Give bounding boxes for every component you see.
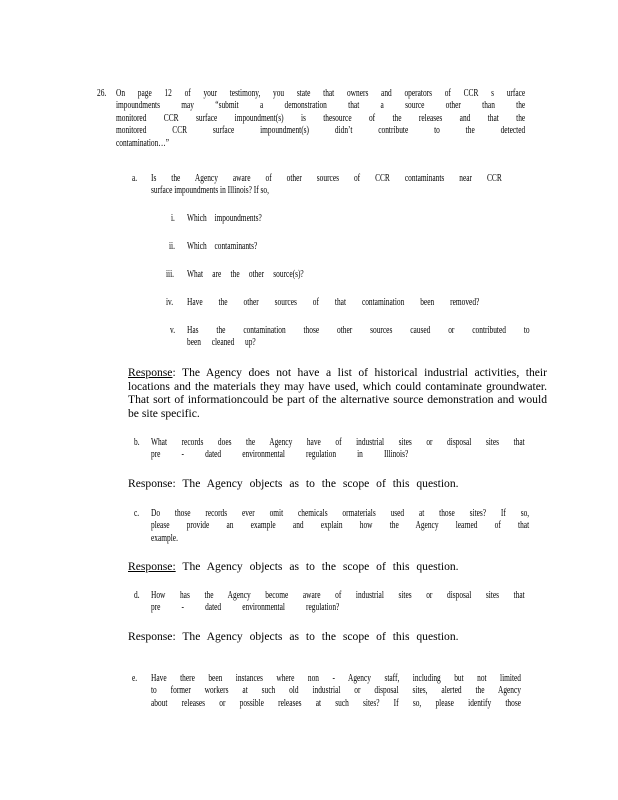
item-ii-label: ii. <box>169 241 175 252</box>
text-line: Which impoundments? <box>187 213 262 224</box>
text-line: Has the contamination those other sources caused or contributed to <box>187 325 530 336</box>
text-line: Have the other sources of that contamination been removed? <box>187 297 480 308</box>
item-iv-text <box>187 297 479 309</box>
text-line: Have there been instances where non - Agency staff, including but not limited <box>151 673 521 684</box>
text-line: impoundments may “submit a demonstration that a source other than the <box>116 100 526 112</box>
text-line: How has the Agency become aware of industrial sites or disposal sites that <box>151 590 525 601</box>
text-line: monitored CCR surface impoundment(s) is thesource of the releases and that the <box>116 112 526 124</box>
item-i-text <box>187 213 305 225</box>
text-line: example. <box>151 532 178 544</box>
text-line: That sort of informationcould be part of the alternative source demonstration and would <box>128 393 547 407</box>
text-line: about releases or possible releases at such sites? If so, please identify those <box>151 697 521 709</box>
item-v-label: v. <box>170 325 176 336</box>
subquestion-c-label: c. <box>134 508 140 519</box>
subquestion-d-label: d. <box>134 590 140 601</box>
item-iv-label: iv. <box>166 297 174 308</box>
response-label: Response: <box>128 560 176 573</box>
item-v-text <box>187 325 530 350</box>
response-text: The Agency objects as to the scope of this question. <box>175 560 459 573</box>
subquestion-b-label: b. <box>134 437 140 448</box>
subquestion-e-label: e. <box>132 673 138 684</box>
text-line: contamination…” <box>116 137 170 149</box>
response-label: Response <box>128 366 173 379</box>
subquestion-a-label: a. <box>132 173 138 184</box>
response-d: Response: The Agency objects as to the scope of this question. <box>128 630 459 643</box>
question-26-text <box>116 88 525 150</box>
text-line: monitored CCR surface impoundment(s) didn’t contribute to the detected <box>116 125 526 137</box>
response-b: Response: The Agency objects as to the scope of this question. <box>128 477 459 490</box>
response-text: : The Agency does not have a list of historical industrial activities, their <box>172 366 547 379</box>
subquestion-e-text <box>151 673 521 710</box>
text-line: On page 12 of your testimony, you state that owners and operators of CCR s urface <box>116 88 526 99</box>
item-iii-label: iii. <box>166 269 175 280</box>
text-line: What records does the Agency have of industrial sites or disposal sites that <box>151 437 525 448</box>
text-line: been cleaned up? <box>187 337 256 349</box>
subquestion-d-text <box>151 590 525 615</box>
response-c <box>128 560 459 574</box>
text-line: What are the other source(s)? <box>187 269 304 280</box>
text-line: be site specific. <box>128 407 200 421</box>
text-line: Do those records ever omit chemicals ormaterials used at those sites? If so, <box>151 508 530 519</box>
item-ii-text <box>187 241 305 253</box>
item-i-label: i. <box>171 213 175 224</box>
question-26-number: 26. <box>97 88 107 99</box>
text-line: surface impoundments in Illinois? If so, <box>151 185 269 197</box>
subquestion-a-text <box>151 173 502 198</box>
subquestion-b-text <box>151 437 525 462</box>
text-line: pre - dated environmental regulation? <box>151 602 340 614</box>
text-line: pre - dated environmental regulation in Illinois? <box>151 449 409 461</box>
subquestion-c-text <box>151 508 529 545</box>
item-iii-text <box>187 269 305 281</box>
text-line: Which contaminants? <box>187 241 258 252</box>
text-line: to former workers at such old industrial or disposal sites, alerted the Agency <box>151 685 521 697</box>
text-line: please provide an example and explain how the Agency learned of that <box>151 520 530 532</box>
text-line: locations and the materials they may have used, which could contaminate groundwater. <box>128 379 547 393</box>
text-line: Is the Agency aware of other sources of CCR contaminants near CCR <box>151 173 502 184</box>
response-a <box>128 366 547 421</box>
